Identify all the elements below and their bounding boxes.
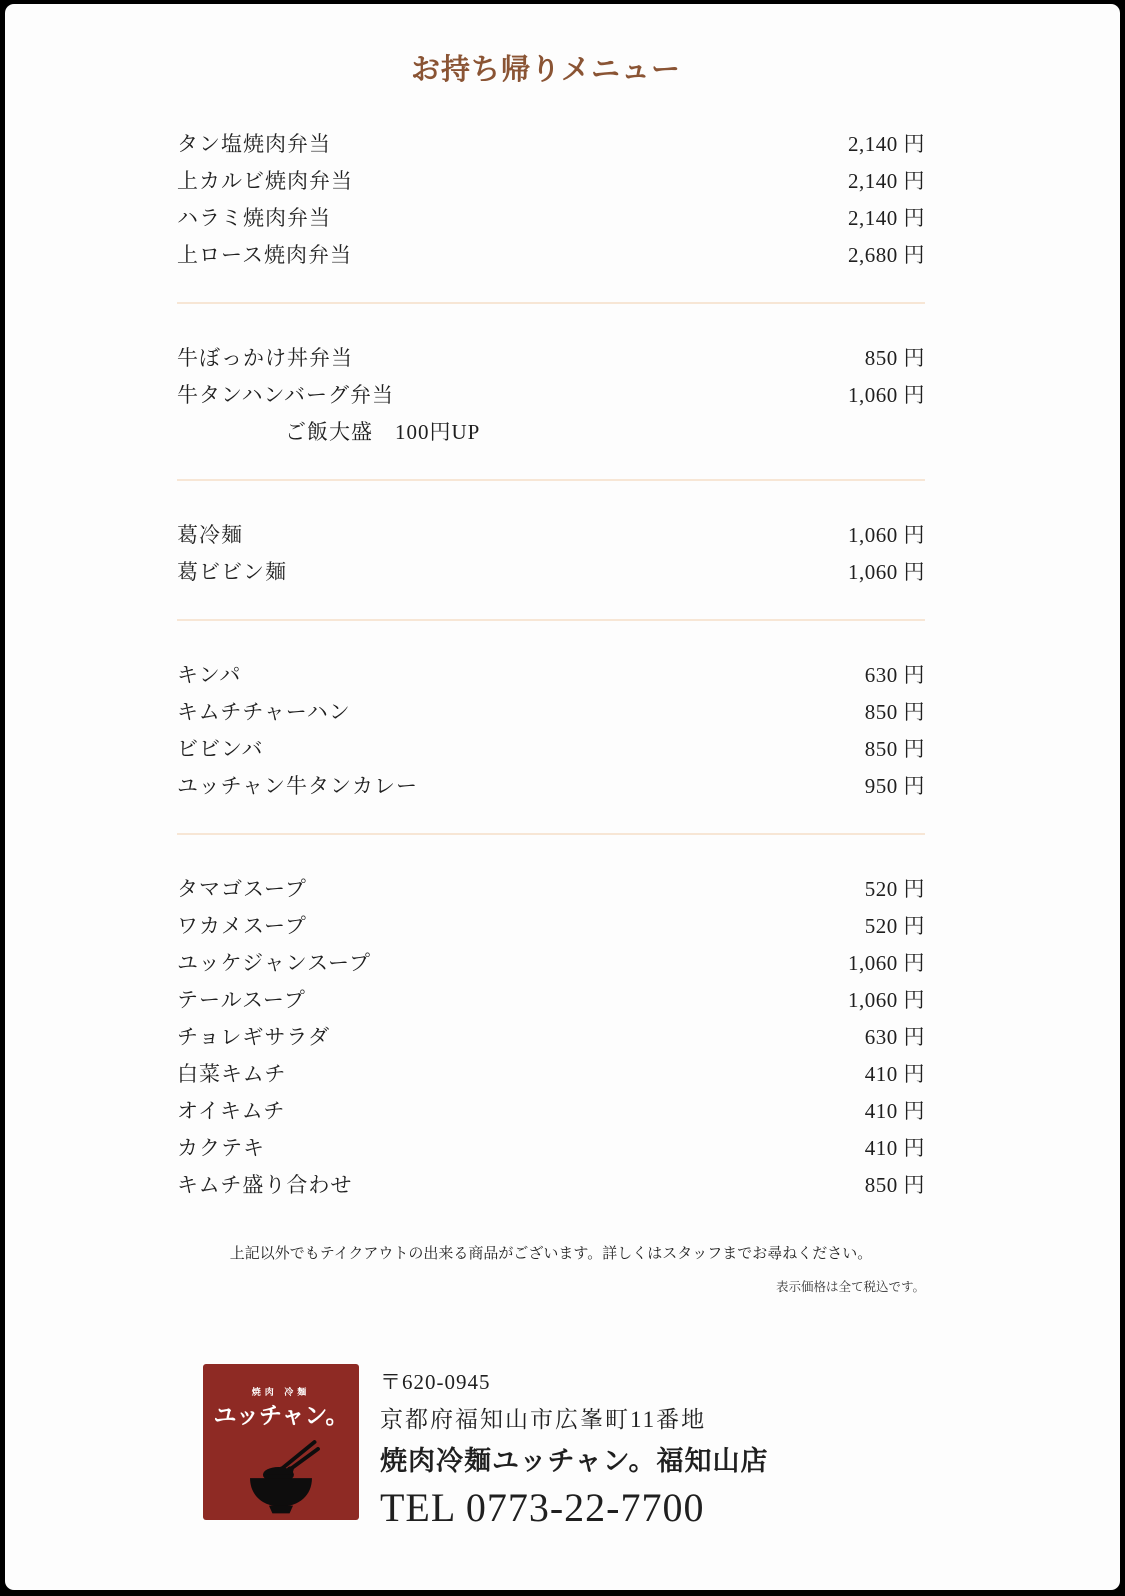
menu-item-price: 410 円 [864, 1098, 925, 1123]
takeout-note: 上記以外でもテイクアウトの出来る商品がございます。詳しくはスタッフまでお尋ねください。 [229, 1246, 873, 1262]
menu-item-row [177, 729, 925, 766]
section-divider [177, 833, 925, 835]
postal-code: 〒620-0945 [380, 1370, 491, 1394]
section-divider [177, 619, 925, 621]
store-name: 焼肉冷麺ユッチャン。福知山店 [380, 1446, 769, 1476]
menu-item-row [177, 1165, 925, 1202]
menu-page [5, 4, 1120, 1590]
menu-item-price: 410 円 [864, 1135, 925, 1160]
menu-item-price: 2,140 円 [848, 168, 925, 193]
menu-item-name: ご飯大盛 100円UP [285, 419, 481, 444]
menu-item-price: 1,060 円 [848, 522, 925, 547]
menu-section [177, 338, 925, 449]
footer [203, 1364, 1120, 1533]
restaurant-logo [203, 1364, 359, 1520]
menu-item-name: ハラミ焼肉弁当 [177, 205, 331, 230]
menu-item-name: タン塩焼肉弁当 [177, 131, 331, 156]
menu-item-name: カクテキ [177, 1135, 265, 1160]
menu-item-name: ビビンバ [177, 736, 264, 761]
menu-item-row [177, 906, 925, 943]
menu-item-name: 牛タンハンバーグ弁当 [177, 382, 395, 407]
menu-item-row [177, 124, 925, 161]
menu-item-name: 上カルビ焼肉弁当 [177, 168, 353, 193]
section-divider [177, 302, 925, 304]
menu-item-row [177, 235, 925, 272]
menu-item-name: キムチ盛り合わせ [177, 1172, 353, 1197]
menu-item-price: 850 円 [864, 736, 925, 761]
menu-item-price: 850 円 [864, 699, 925, 724]
store-address: 京都府福知山市広峯町11番地 [380, 1407, 707, 1432]
menu-section [177, 124, 925, 272]
menu-item-price: 2,680 円 [848, 242, 925, 267]
menu-item-price: 850 円 [864, 345, 925, 370]
menu-item-row [177, 655, 925, 692]
menu-section [177, 655, 925, 803]
menu-item-row [177, 412, 925, 449]
menu-item-row [177, 1128, 925, 1165]
menu-item-name: オイキムチ [177, 1098, 286, 1123]
menu-item-price: 1,060 円 [848, 987, 925, 1012]
menu-item-row [177, 338, 925, 375]
menu-item-price: 950 円 [864, 773, 925, 798]
menu-item-price: 1,060 円 [848, 559, 925, 584]
menu-item-row [177, 198, 925, 235]
menu-item-row [177, 766, 925, 803]
menu-item-name: ユッケジャンスープ [177, 950, 372, 975]
menu [177, 124, 925, 1202]
menu-item-name: 葛冷麺 [177, 522, 243, 547]
menu-item-price: 630 円 [864, 662, 925, 687]
menu-item-name: キムチチャーハン [177, 699, 351, 724]
menu-item-name: テールスープ [177, 987, 306, 1012]
menu-item-price: 850 円 [864, 1172, 925, 1197]
menu-item-row [177, 980, 925, 1017]
menu-item-row [177, 692, 925, 729]
menu-item-name: 上ロース焼肉弁当 [177, 242, 352, 267]
menu-item-row [177, 1091, 925, 1128]
store-info [380, 1364, 769, 1533]
menu-item-row [177, 1017, 925, 1054]
menu-item-price: 1,060 円 [848, 950, 925, 975]
logo-genre-label: 焼肉 冷麺 [251, 1387, 311, 1397]
menu-item-name: タマゴスープ [177, 876, 307, 901]
menu-item-row [177, 552, 925, 589]
page-title: お持ち帰りメニュー [410, 54, 681, 86]
menu-item-row [177, 161, 925, 198]
menu-item-name: 葛ビビン麺 [177, 559, 287, 584]
menu-item-row [177, 1054, 925, 1091]
noodle-bowl-icon [203, 1430, 359, 1516]
menu-item-row [177, 515, 925, 552]
menu-section [177, 515, 925, 589]
menu-section [177, 869, 925, 1202]
section-divider [177, 479, 925, 481]
menu-item-row [177, 943, 925, 980]
menu-item-row [177, 869, 925, 906]
menu-item-name: ユッチャン牛タンカレー [177, 773, 418, 798]
tax-note: 表示価格は全て税込です。 [775, 1280, 925, 1294]
menu-item-price: 520 円 [864, 876, 925, 901]
menu-item-price: 410 円 [864, 1061, 925, 1086]
menu-item-price: 1,060 円 [848, 382, 925, 407]
logo-brand-name: ユッチャン。 [213, 1402, 349, 1428]
menu-item-price: 2,140 円 [848, 205, 925, 230]
store-phone: TEL 0773-22-7700 [380, 1485, 705, 1530]
menu-item-name: ワカメスープ [177, 913, 307, 938]
menu-item-name: 牛ぼっかけ丼弁当 [177, 345, 353, 370]
menu-item-name: キンパ [177, 662, 242, 687]
menu-item-name: 白菜キムチ [177, 1061, 287, 1086]
menu-item-price: 520 円 [864, 913, 925, 938]
menu-item-name: チョレギサラダ [177, 1024, 331, 1049]
menu-item-price: 2,140 円 [848, 131, 925, 156]
menu-item-price: 630 円 [864, 1024, 925, 1049]
menu-item-row [177, 375, 925, 412]
